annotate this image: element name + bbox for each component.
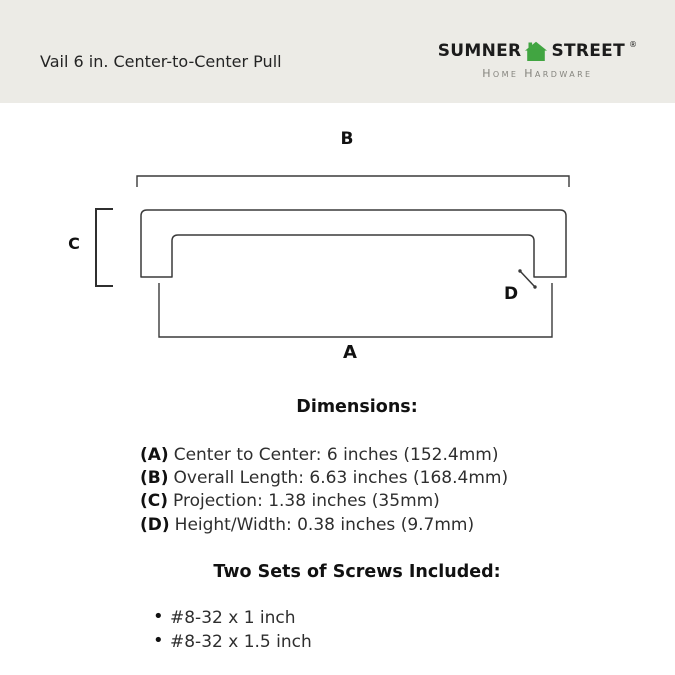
leader-d xyxy=(520,271,535,287)
diagram-label-a: A xyxy=(343,342,357,363)
dimensions-list xyxy=(140,444,508,537)
dimension-item-text: Overall Length: 6.63 inches (168.4mm) xyxy=(173,468,509,489)
dimension-item-prefix: (C) xyxy=(140,491,169,512)
list-item: • #8-32 x 1 inch xyxy=(153,606,312,630)
dimension-item-b xyxy=(140,467,508,490)
leader-d-dot-top xyxy=(518,269,521,272)
list-item: • #8-32 x 1.5 inch xyxy=(153,630,312,654)
dimension-item-text: Projection: 1.38 inches (35mm) xyxy=(173,491,440,512)
pull-outline xyxy=(141,210,566,277)
brand-tagline: Home Hardware xyxy=(482,67,593,80)
dimensions-heading: Dimensions: xyxy=(296,397,418,417)
registered-mark: ® xyxy=(629,40,637,49)
diagram-label-d: D xyxy=(503,284,519,304)
dimension-item-prefix: (A) xyxy=(140,445,169,465)
dimension-item-text: Height/Width: 0.38 inches (9.7mm) xyxy=(174,514,475,535)
dim-line-a xyxy=(159,283,552,337)
page-title: Vail 6 in. Center-to-Center Pull xyxy=(40,52,282,71)
dimension-item-prefix: (D) xyxy=(140,514,170,535)
leader-d-dot-bottom xyxy=(533,285,536,288)
dimension-item-c xyxy=(140,490,508,513)
dim-line-b xyxy=(137,176,569,187)
brand-name-right: STREET xyxy=(551,41,625,61)
diagram-label-c: C xyxy=(68,234,80,253)
diagram-label-b: B xyxy=(340,129,354,149)
dimension-item-text: Center to Center: 6 inches (152.4mm) xyxy=(173,445,499,465)
dimension-item-prefix: (B) xyxy=(140,468,169,489)
bracket-c xyxy=(96,209,113,286)
screws-heading: Two Sets of Screws Included: xyxy=(213,562,501,582)
screws-list xyxy=(153,606,312,654)
dimension-item-a xyxy=(140,444,508,467)
brand-name-left: SUMNER xyxy=(437,41,522,61)
dimension-item-d xyxy=(140,514,508,537)
